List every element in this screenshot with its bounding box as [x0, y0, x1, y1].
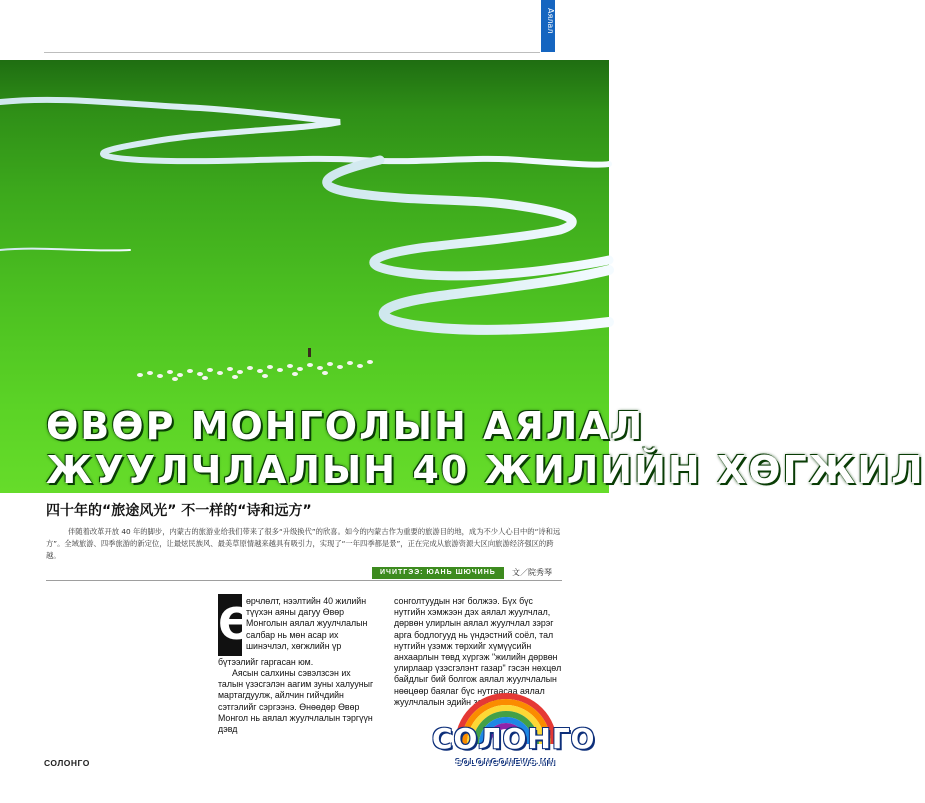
herder-figure [308, 348, 311, 357]
river-stream [0, 249, 130, 251]
body-column-a-top: өрчлөлт, нээлтийн 40 жилийн түүхэн аяны дагуу Өвөр Монголын аялал жуулчлалын салбар нь мөн асар их шинэчлэл, хөгжлийн үр [246, 596, 368, 651]
article-title-line2: ЖУУЛЧЛАЛЫН 40 ЖИЛИЙН ХӨГЖИЛ [46, 448, 925, 492]
river-stream [0, 100, 609, 165]
header-rule [44, 52, 540, 53]
drop-cap-letter: Ө [218, 599, 256, 650]
section-tab [541, 0, 555, 52]
body-column-a-continued: бүтээлийг гаргасан юм. [218, 657, 314, 667]
body-column-a-paragraph2: Аясын салхины сэвэлзсэн их талын үзэсгэлэн аагим зуны халууныг мартагдуулж, айлчин гийчдийн сэтгэлийг сэргээнэ. Өнөөдөр Өвөр Монгол нь аялал жуулчлалын тэргүүн дэвд [218, 668, 374, 735]
byline-rule [46, 580, 562, 581]
logo-url: SOLONGONEWS.MN [455, 758, 557, 767]
river-stream [327, 160, 609, 276]
solongo-logo [432, 690, 596, 780]
article-title-line1: ӨВӨР МОНГОЛЫН АЯЛАЛ [46, 404, 645, 448]
logo-wordmark: СОЛОНГО [432, 722, 596, 755]
section-tab-label: Аялал [546, 8, 555, 34]
byline-chinese: 文／院秀琴 [512, 568, 552, 577]
drop-cap [218, 594, 256, 656]
byline-mongolian: ИЧИТГЭЭ: ЮАНЬ ШЮЧИНЬ [372, 567, 504, 579]
footer-magazine-name: СОЛОНГО [44, 758, 90, 768]
chinese-intro-paragraph: 伴随着改革开放 40 年的脚步，内蒙古的旅游业给我们带来了很多“升级换代”的欣喜。如今的内蒙古作为重要的旅游目的地，成为不少人心目中的“诗和远方”。全域旅游、四季旅游的新定位，让最炫民族风、最美草原情越来越具有吸引力，实现了“一年四季都是景”，正在完成从旅游资源大区向旅游经济强区的跨越。 [46, 527, 561, 560]
body-column-b: сонголтуудын нэг болжээ. Бүх бүс нутгийн хэмжээн дэх аялал жуулчлал, дөрвөн улирлын аялал жуулчлал зэрэг арга бодлогууд нь үндэстний соёл, тал нутгийн үзэмж төрхийг хүмүүсийн анхаарлын төвд хүргэж "жилийн дөрвөн улирлаар үзэсгэлэнт газар" гэсэн нөхцөл байдлыг бий болгож аялал жуулчлалын нөөцөөр баялаг бүс нутгаасаа аялал жуулчлалын эдийн засгийн [394, 596, 562, 707]
sheep-flock [137, 360, 373, 381]
chinese-subtitle: 四十年的“旅途风光” 不一样的“诗和远方” [46, 503, 312, 519]
